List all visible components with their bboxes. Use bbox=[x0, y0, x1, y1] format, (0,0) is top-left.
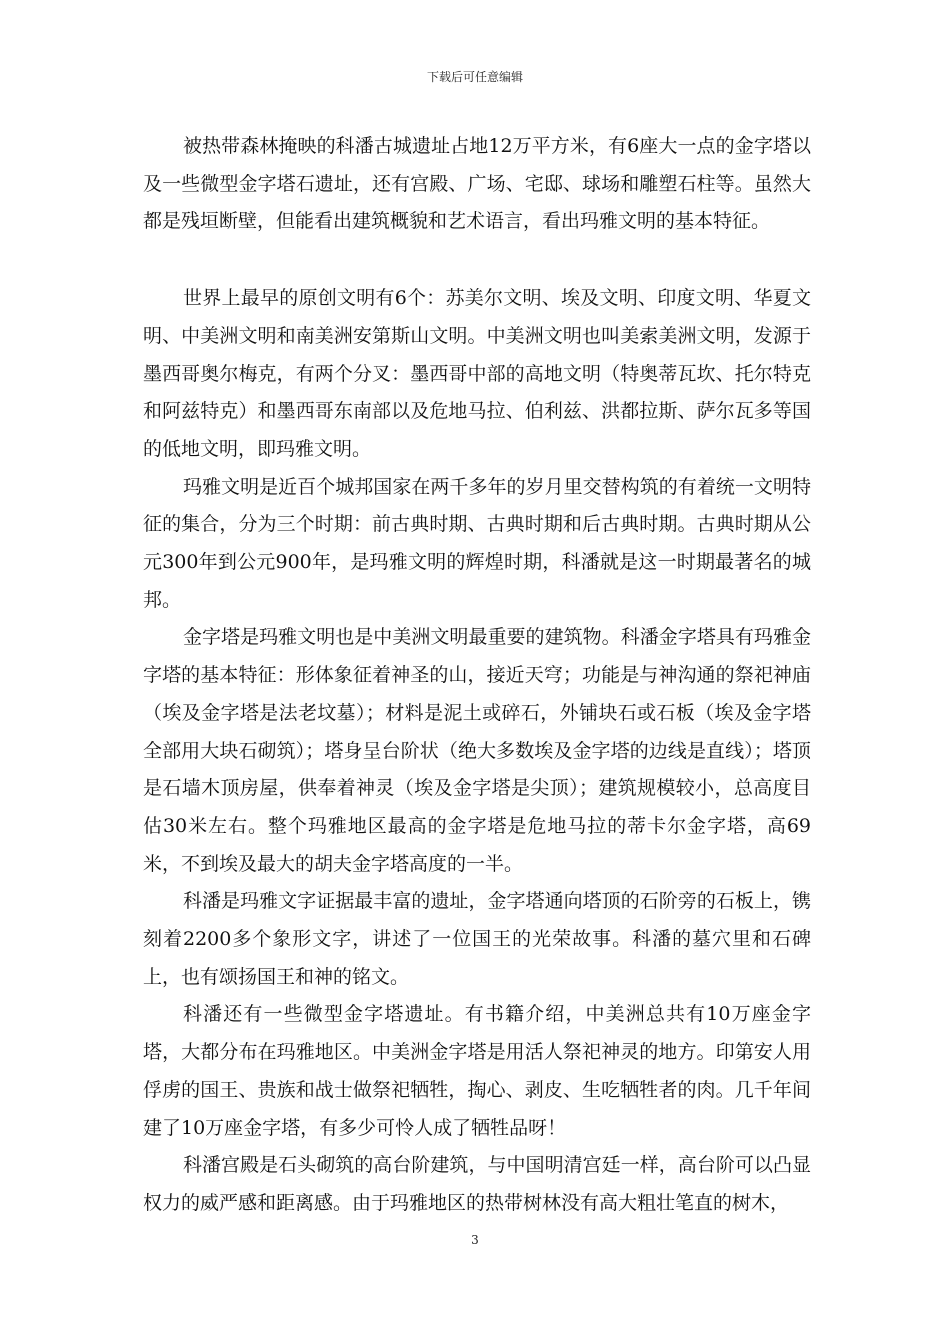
paragraph: 科潘还有一些微型金字塔遗址。有书籍介绍，中美洲总共有10万座金字塔，大都分布在玛雅地区。中美洲金字塔是用活人祭祀神灵的地方。印第安人用俘虏的国王、贵族和战士做祭祀牺牲，掏心、剥皮、生吃牺牲者的肉。几千年间建了10万座金字塔，有多少可怜人成了牺牲品呀！ bbox=[143, 1003, 811, 1139]
paragraph: 科潘宫殿是石头砌筑的高台阶建筑，与中国明清宫廷一样，高台阶可以凸显权力的威严感和距离感。由于玛雅地区的热带树林没有高大粗壮笔直的树木， bbox=[143, 1154, 811, 1214]
paragraph: 金字塔是玛雅文明也是中美洲文明最重要的建筑物。科潘金字塔具有玛雅金字塔的基本特征：形体象征着神圣的山，接近天穹；功能是与神沟通的祭祀神庙（埃及金字塔是法老坟墓）；材料是泥土或碎石，外铺块石或石板（埃及金字塔全部用大块石砌筑）；塔身呈台阶状（绝大多数埃及金字塔的边线是直线）；塔顶是石墙木顶房屋，供奉着神灵（埃及金字塔是尖顶）；建筑规模较小，总高度目估30米左右。整个玛雅地区最高的金字塔是危地马拉的蒂卡尔金字塔，高69米，不到埃及最大的胡夫金字塔高度的一半。 bbox=[143, 626, 811, 875]
paragraph: 被热带森林掩映的科潘古城遗址占地12万平方米，有6座大一点的金字塔以及一些微型金字塔石遗址，还有宫殿、广场、宅邸、球场和雕塑石柱等。虽然大都是残垣断壁，但能看出建筑概貌和艺术语言，看出玛雅文明的基本特征。 bbox=[143, 135, 811, 233]
page-number: 3 bbox=[471, 1233, 479, 1247]
paragraph: 科潘是玛雅文字证据最丰富的遗址，金字塔通向塔顶的石阶旁的石板上，镌刻着2200多个象形文字，讲述了一位国王的光荣故事。科潘的墓穴里和石碑上，也有颂扬国王和神的铭文。 bbox=[143, 890, 811, 988]
paragraph-gap bbox=[143, 241, 811, 280]
paragraph: 玛雅文明是近百个城邦国家在两千多年的岁月里交替构筑的有着统一文明特征的集合，分为三个时期：前古典时期、古典时期和后古典时期。古典时期从公元300年到公元900年，是玛雅文明的辉煌时期，科潘就是这一时期最著名的城邦。 bbox=[143, 475, 811, 611]
document-body bbox=[143, 128, 811, 1223]
paragraph: 世界上最早的原创文明有6个：苏美尔文明、埃及文明、印度文明、华夏文明、中美洲文明和南美洲安第斯山文明。中美洲文明也叫美索美洲文明，发源于墨西哥奥尔梅克，有两个分叉：墨西哥中部的高地文明（特奥蒂瓦坎、托尔特克和阿兹特克）和墨西哥东南部以及危地马拉、伯利兹、洪都拉斯、萨尔瓦多等国的低地文明，即玛雅文明。 bbox=[143, 287, 811, 460]
page-header: 下载后可任意编辑 bbox=[426, 70, 523, 84]
